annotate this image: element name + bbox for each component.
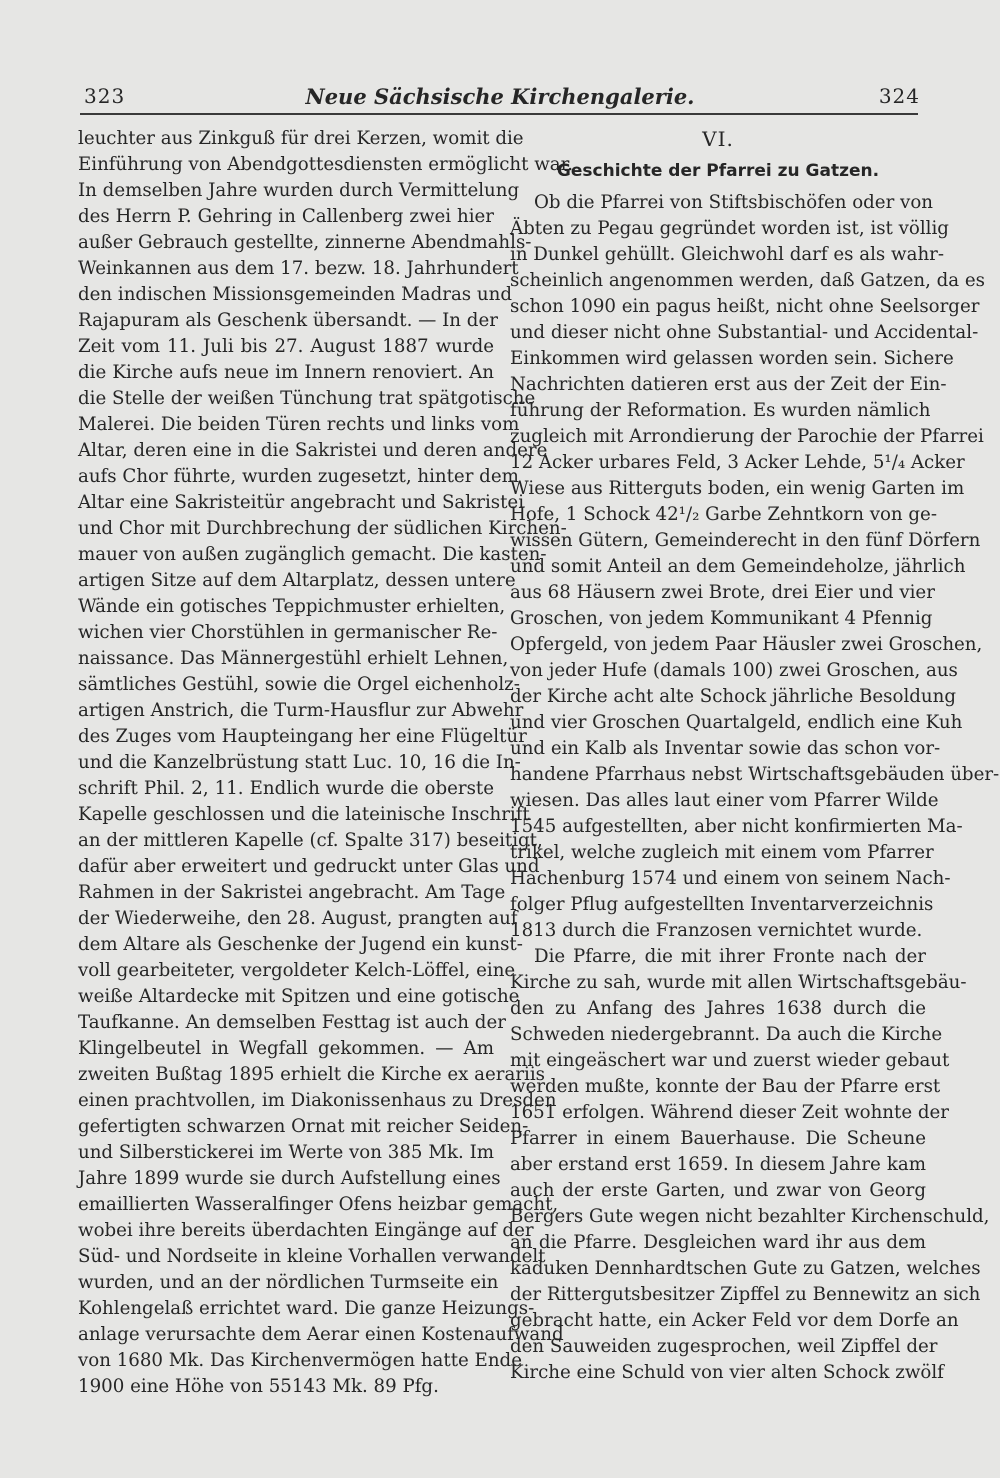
text-line: Altar eine Sakristeitür angebracht und Sakristei — [78, 492, 525, 513]
text-line: Wiese aus Ritterguts boden, ein wenig Garten im — [510, 478, 965, 499]
text-line: sämtliches Gestühl, sowie die Orgel eichenholz- — [78, 674, 520, 695]
text-line: Äbten zu Pegau gegründet worden ist, ist völlig — [510, 218, 949, 239]
left-text-column — [78, 126, 574, 1400]
text-line: Malerei. Die beiden Türen rechts und links vom — [78, 414, 520, 435]
text-line: und Silberstickerei im Werte von 385 Mk. Im — [78, 1142, 494, 1163]
text-line: dafür aber erweitert und gedruckt unter Glas und — [78, 856, 540, 877]
text-line: Kirche eine Schuld von vier alten Schock zwölf — [510, 1362, 944, 1383]
running-title: Neue Sächsische Kirchengalerie. — [305, 84, 695, 109]
text-line: leuchter aus Zinkguß für drei Kerzen, womit die — [78, 128, 524, 149]
text-line: 1900 eine Höhe von 55143 Mk. 89 Pfg. — [78, 1376, 439, 1397]
text-line: wiesen. Das alles laut einer vom Pfarrer Wilde — [510, 790, 939, 811]
text-line: wichen vier Chorstühlen in germanischer Re- — [78, 622, 498, 643]
text-line: mauer von außen zugänglich gemacht. Die kasten- — [78, 544, 547, 565]
text-line: Bergers Gute wegen nicht bezahlter Kirchenschuld, — [510, 1206, 990, 1227]
text-line: 12 Acker urbares Feld, 3 Acker Lehde, 5¹/₄ Acker — [510, 452, 965, 473]
text-line: in Dunkel gehüllt. Gleichwohl darf es als wahr- — [510, 244, 945, 265]
text-line: einen prachtvollen, im Diakonissenhaus zu Dresden — [78, 1090, 557, 1111]
text-line: Hachenburg 1574 und einem von seinem Nach- — [510, 868, 951, 889]
text-line: wurden, und an der nördlichen Turmseite ein — [78, 1272, 499, 1293]
text-line: dem Altare als Geschenke der Jugend ein kunst- — [78, 934, 523, 955]
text-line: der Rittergutsbesitzer Zipffel zu Bennewitz an sich — [510, 1284, 981, 1305]
text-line: Weinkannen aus dem 17. bezw. 18. Jahrhundert — [78, 258, 519, 279]
text-line: werden mußte, konnte der Bau der Pfarre erst — [510, 1076, 941, 1097]
text-line: und dieser nicht ohne Substantial- und Accidental- — [510, 322, 979, 343]
text-line: In demselben Jahre wurden durch Vermittelung — [78, 180, 520, 201]
text-line: folger Pflug aufgestellten Inventarverzeichnis — [510, 894, 934, 915]
text-line: an der mittleren Kapelle (cf. Spalte 317) beseitigt, — [78, 830, 543, 851]
text-line: trikel, welche zugleich mit einem vom Pfarrer — [510, 842, 934, 863]
text-line: schrift Phil. 2, 11. Endlich wurde die oberste — [78, 778, 494, 799]
text-line: Ob die Pfarrei von Stiftsbischöfen oder von — [534, 192, 933, 213]
text-line: Pfarrer in einem Bauerhause. Die Scheune — [510, 1128, 926, 1149]
section-number: VI. — [702, 127, 734, 151]
text-line: Kohlengelaß errichtet ward. Die ganze Heizungs- — [78, 1298, 535, 1319]
text-line: voll gearbeiteter, vergoldeter Kelch-Löffel, eine — [78, 960, 516, 981]
text-line: Einführung von Abendgottesdiensten ermöglicht war. — [78, 154, 574, 175]
text-line: und Chor mit Durchbrechung der südlichen Kirchen- — [78, 518, 567, 539]
text-line: naissance. Das Männergestühl erhielt Lehnen, — [78, 648, 509, 669]
text-line: gebracht hatte, ein Acker Feld vor dem Dorfe an — [510, 1310, 959, 1331]
text-line: Taufkanne. An demselben Festtag ist auch der — [78, 1012, 506, 1033]
text-line: des Zuges vom Haupteingang her eine Flügeltür — [78, 726, 527, 747]
text-line: aus 68 Häusern zwei Brote, drei Eier und vier — [510, 582, 935, 603]
text-line: gefertigten schwarzen Ornat mit reicher Seiden- — [78, 1116, 529, 1137]
text-line: anlage verursachte dem Aerar einen Kostenaufwand — [78, 1324, 564, 1345]
right-text-column — [510, 126, 1000, 1386]
text-line: Jahre 1899 wurde sie durch Aufstellung eines — [78, 1168, 501, 1189]
text-line: Hofe, 1 Schock 42¹/₂ Garbe Zehntkorn von ge- — [510, 504, 937, 525]
section-title: Geschichte der Pfarrei zu Gatzen. — [556, 161, 880, 181]
text-line: wissen Gütern, Gemeinderecht in den fünf Dörfern — [510, 530, 981, 551]
text-line: und vier Groschen Quartalgeld, endlich eine Kuh — [510, 712, 963, 733]
text-line: aufs Chor führte, wurden zugesetzt, hinter dem — [78, 466, 519, 487]
text-line: artigen Sitze auf dem Altarplatz, dessen untere — [78, 570, 516, 591]
text-line: Kirche zu sah, wurde mit allen Wirtschaftsgebäu- — [510, 972, 967, 993]
text-line: Wände ein gotisches Teppichmuster erhielten, — [78, 596, 506, 617]
text-line: Rajapuram als Geschenk übersandt. — In der — [78, 310, 498, 331]
text-line: scheinlich angenommen werden, daß Gatzen, da es — [510, 270, 986, 291]
text-line: und somit Anteil an dem Gemeindeholze, jährlich — [510, 556, 966, 577]
text-line: der Kirche acht alte Schock jährliche Besoldung — [510, 686, 956, 707]
page-number-left: 323 — [84, 84, 126, 108]
text-line: Die Pfarre, die mit ihrer Fronte nach der — [534, 946, 926, 967]
text-line: und ein Kalb als Inventar sowie das schon vor- — [510, 738, 941, 759]
text-line: den zu Anfang des Jahres 1638 durch die — [510, 998, 926, 1019]
text-line: auch der erste Garten, und zwar von Georg — [510, 1180, 926, 1201]
text-line: von jeder Hufe (damals 100) zwei Groschen, aus — [510, 660, 958, 681]
text-line: außer Gebrauch gestellte, zinnerne Abendmahls- — [78, 232, 532, 253]
header-rule — [80, 113, 918, 115]
text-line: führung der Reformation. Es wurden nämlich — [510, 400, 931, 421]
text-line: die Stelle der weißen Tünchung trat spätgotische — [78, 388, 536, 409]
text-line: schon 1090 ein pagus heißt, nicht ohne Seelsorger — [510, 296, 980, 317]
text-line: Kapelle geschlossen und die lateinische Inschrift — [78, 804, 530, 825]
text-line: der Wiederweihe, den 28. August, prangten auf — [78, 908, 518, 929]
text-line: Klingelbeutel in Wegfall gekommen. — Am — [78, 1038, 494, 1059]
text-line: den Sauweiden zugesprochen, weil Zipffel der — [510, 1336, 938, 1357]
text-line: Schweden niedergebrannt. Da auch die Kirche — [510, 1024, 943, 1045]
text-line: 1545 aufgestellten, aber nicht konfirmierten Ma- — [510, 816, 963, 837]
text-line: emaillierten Wasseralfinger Ofens heizbar gemacht, — [78, 1194, 559, 1215]
text-line: den indischen Missionsgemeinden Madras und — [78, 284, 512, 305]
text-line: an die Pfarre. Desgleichen ward ihr aus dem — [510, 1232, 926, 1253]
text-line: Zeit vom 11. Juli bis 27. August 1887 wurde — [78, 336, 494, 357]
text-line: von 1680 Mk. Das Kirchenvermögen hatte Ende — [78, 1350, 522, 1371]
text-line: kaduken Dennhardtschen Gute zu Gatzen, welches — [510, 1258, 981, 1279]
text-line: weiße Altardecke mit Spitzen und eine gotische — [78, 986, 520, 1007]
text-line: Opfergeld, von jedem Paar Häusler zwei Groschen, — [510, 634, 983, 655]
text-line: aber erstand erst 1659. In diesem Jahre kam — [510, 1154, 926, 1175]
text-line: Rahmen in der Sakristei angebracht. Am Tage — [78, 882, 506, 903]
text-line: handene Pfarrhaus nebst Wirtschaftsgebäuden über- — [510, 764, 1000, 785]
text-line: artigen Anstrich, die Turm-Hausflur zur Abwehr — [78, 700, 524, 721]
text-line: wobei ihre bereits überdachten Eingänge auf der — [78, 1220, 534, 1241]
text-line: 1813 durch die Franzosen vernichtet wurde. — [510, 920, 923, 941]
text-line: des Herrn P. Gehring in Callenberg zwei hier — [78, 206, 494, 227]
page-number-right: 324 — [878, 84, 920, 108]
text-line: 1651 erfolgen. Während dieser Zeit wohnte der — [510, 1102, 949, 1123]
text-line: mit eingeäschert war und zuerst wieder gebaut — [510, 1050, 950, 1071]
text-line: Süd- und Nordseite in kleine Vorhallen verwandelt — [78, 1246, 546, 1267]
text-line: zweiten Bußtag 1895 erhielt die Kirche ex aerariis — [78, 1064, 545, 1085]
text-line: zugleich mit Arrondierung der Parochie der Pfarrei — [510, 426, 984, 447]
text-line: Altar, deren eine in die Sakristei und deren andere — [78, 440, 548, 461]
text-line: Nachrichten datieren erst aus der Zeit der Ein- — [510, 374, 947, 395]
text-line: und die Kanzelbrüstung statt Luc. 10, 16 die In- — [78, 752, 521, 773]
text-line: Groschen, von jedem Kommunikant 4 Pfennig — [510, 608, 933, 629]
text-line: Einkommen wird gelassen worden sein. Sichere — [510, 348, 954, 369]
text-line: die Kirche aufs neue im Innern renoviert. An — [78, 362, 494, 383]
